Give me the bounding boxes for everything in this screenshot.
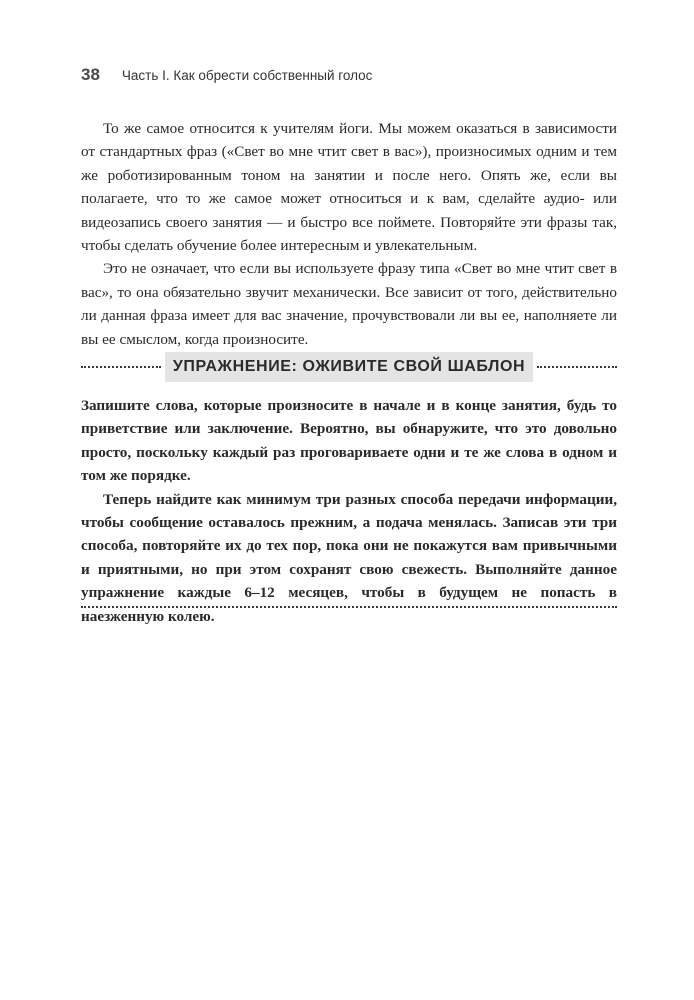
exercise-paragraph: Теперь найдите как минимум три разных способа передачи информации, чтобы сообщение оставалось прежним, а подача менялась. Записав эти три способа, повторяйте их до тех пор, пока они не покажутся вам привычными и приятными, но при этом сохранят свою свежесть. Выполняйте данное упражнение каждые 6–12 месяцев, чтобы в будущем не попасть в наезженную колею. xyxy=(81,490,617,625)
dotted-rule-bottom xyxy=(81,606,617,608)
dotted-rule-left xyxy=(81,366,161,368)
body-paragraph: Это не означает, что если вы используете фразу типа «Свет во мне чтит свет в вас», то она обязательно звучит механически. Все зависит от того, действительно ли данная фраза имеет для вас значение, прочувствовали ли вы ее, наполняете ли вы ее смыслом, когда произносите. xyxy=(81,260,617,348)
chapter-title: Часть I. Как обрести собственный голос xyxy=(121,68,373,83)
exercise-title: УПРАЖНЕНИЕ: ОЖИВИТЕ СВОЙ ШАБЛОН xyxy=(165,352,533,382)
running-header xyxy=(81,65,372,85)
dotted-rule-right xyxy=(537,366,617,368)
body-paragraph: То же самое относится к учителям йоги. Мы можем оказаться в зависимости от стандартных фраз («Свет во мне чтит свет в вас»), произносимых одним и тем же роботизированным тоном на занятии и после него. Опять же, если вы полагаете, что то же самое может относиться и к вам, сделайте аудио- или видеозапись своего занятия — и быстро все поймете. Повторяйте эти фразы так, чтобы сделать обучение более интересным и увлекательным. xyxy=(81,120,617,255)
exercise-paragraph: Запишите слова, которые произносите в начале и в конце занятия, будь то приветствие или заключение. Вероятно, вы обнаружите, что это довольно просто, поскольку каждый раз проговариваете одни и те же слова в одном и том же порядке. xyxy=(81,397,617,485)
exercise-body xyxy=(81,394,617,628)
exercise-heading xyxy=(81,351,617,383)
page-number: 38 xyxy=(81,65,100,84)
body-text xyxy=(81,117,617,351)
